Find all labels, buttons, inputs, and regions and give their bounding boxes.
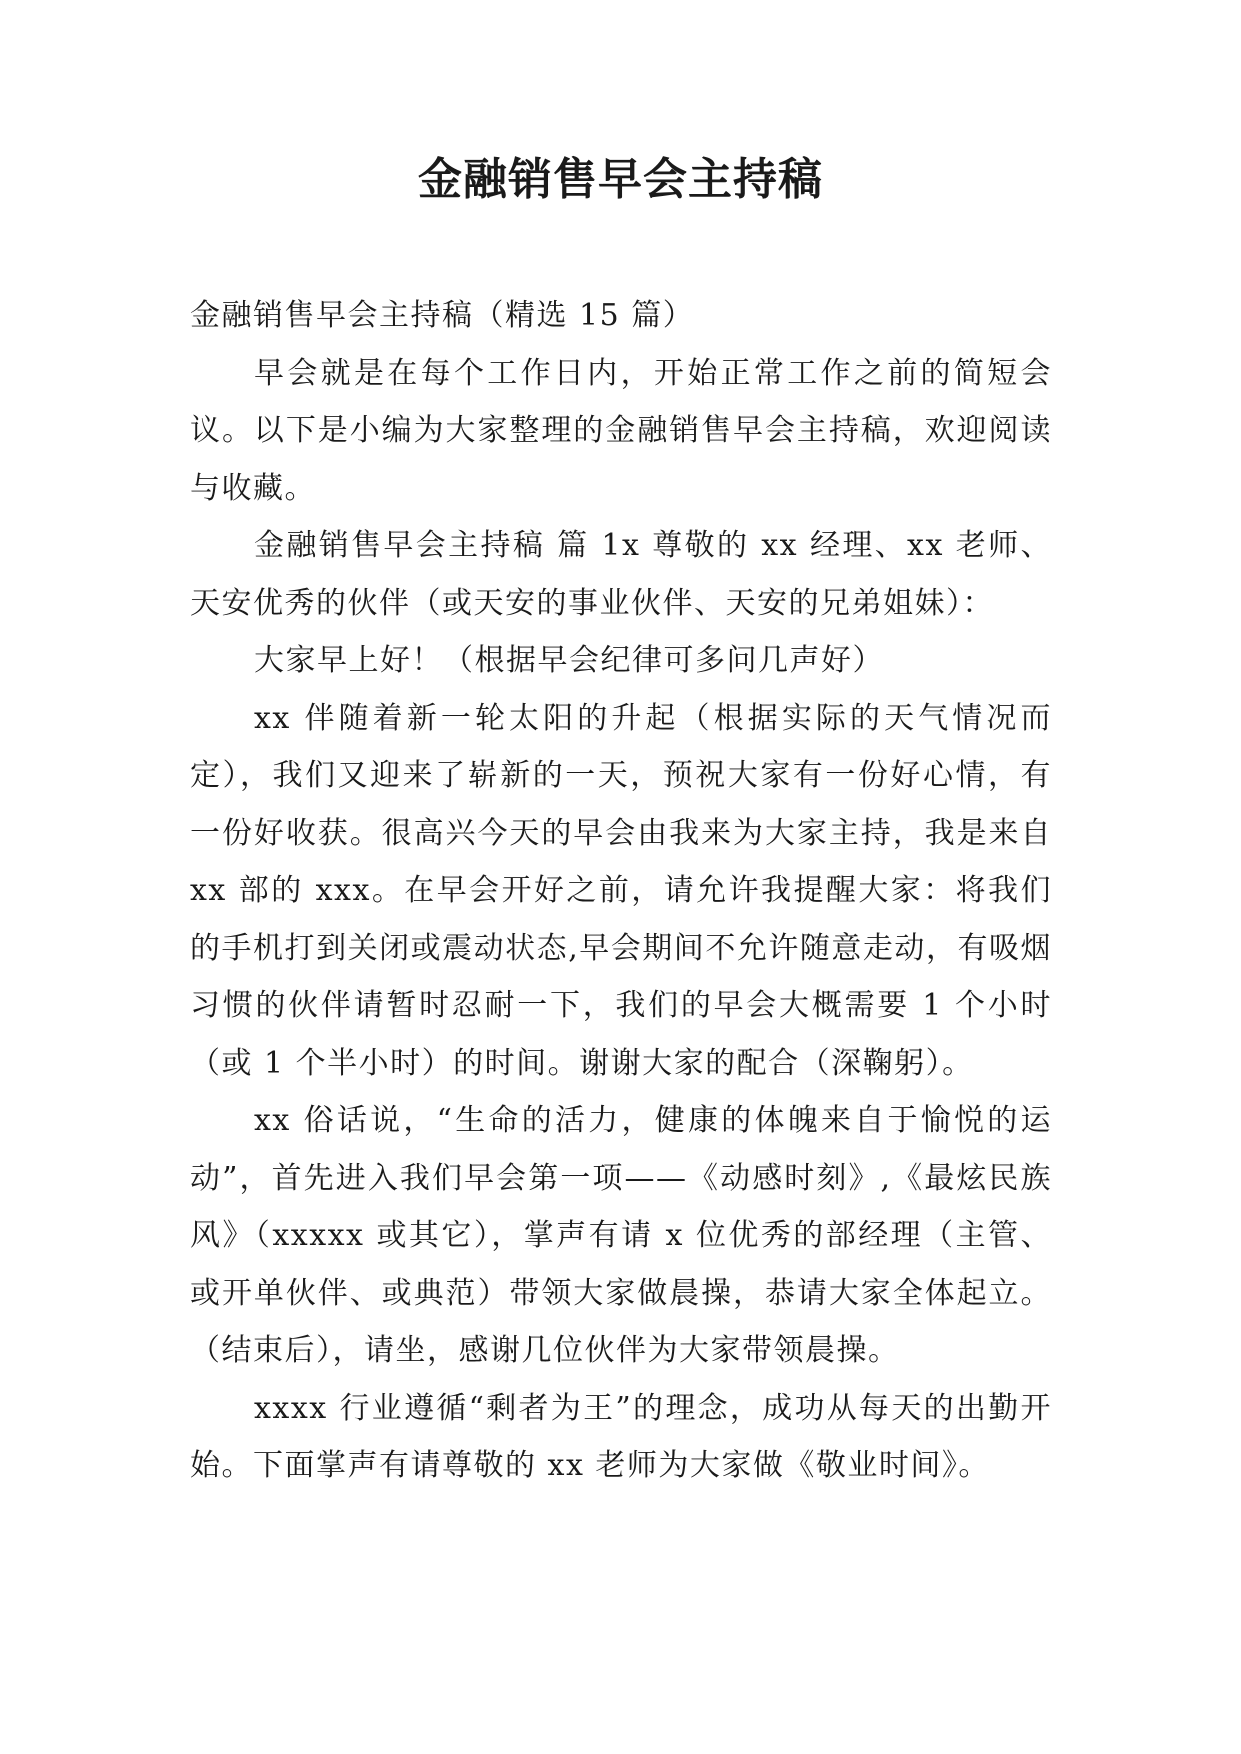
salutation-paragraph: 金融销售早会主持稿 篇 1x 尊敬的 xx 经理、xx 老师、天安优秀的伙伴（或天安的事业伙伴、天安的兄弟姐妹）：	[190, 528, 1052, 621]
document-title: 金融销售早会主持稿	[418, 154, 823, 205]
document-body	[190, 287, 1052, 1495]
subtitle-paragraph: 金融销售早会主持稿（精选 15 篇）	[190, 298, 695, 333]
greeting-paragraph: 大家早上好！（根据早会纪律可多问几声好）	[254, 643, 884, 678]
exercise-paragraph: xx 俗话说，“生命的活力，健康的体魄来自于愉悦的运动”，首先进入我们早会第一项——《动感时刻》,《最炫民族风》（xxxxx 或其它），掌声有请 x 位优秀的部经理（主管、或开单伙伴、或典范）带领大家做晨操，恭请大家全体起立。（结束后），请坐，感谢几位伙伴为大家带领晨操。	[190, 1103, 1052, 1368]
intro-paragraph: 早会就是在每个工作日内，开始正常工作之前的简短会议。以下是小编为大家整理的金融销售早会主持稿，欢迎阅读与收藏。	[190, 355, 1052, 506]
attendance-paragraph: xxxx 行业遵循“剩者为王”的理念，成功从每天的出勤开始。下面掌声有请尊敬的 xx 老师为大家做《敬业时间》。	[190, 1390, 1052, 1483]
opening-paragraph: xx 伴随着新一轮太阳的升起（根据实际的天气情况而定），我们又迎来了崭新的一天，预祝大家有一份好心情，有一份好收获。很高兴今天的早会由我来为大家主持，我是来自 xx 部的 xxx。在早会开好之前，请允许我提醒大家：将我们的手机打到关闭或震动状态,早会期间不允许随意走动，有吸烟习惯的伙伴请暂时忍耐一下，我们的早会大概需要 1 个小时（或 1 个半小时）的时间。谢谢大家的配合（深鞠躬）。	[190, 700, 1052, 1081]
